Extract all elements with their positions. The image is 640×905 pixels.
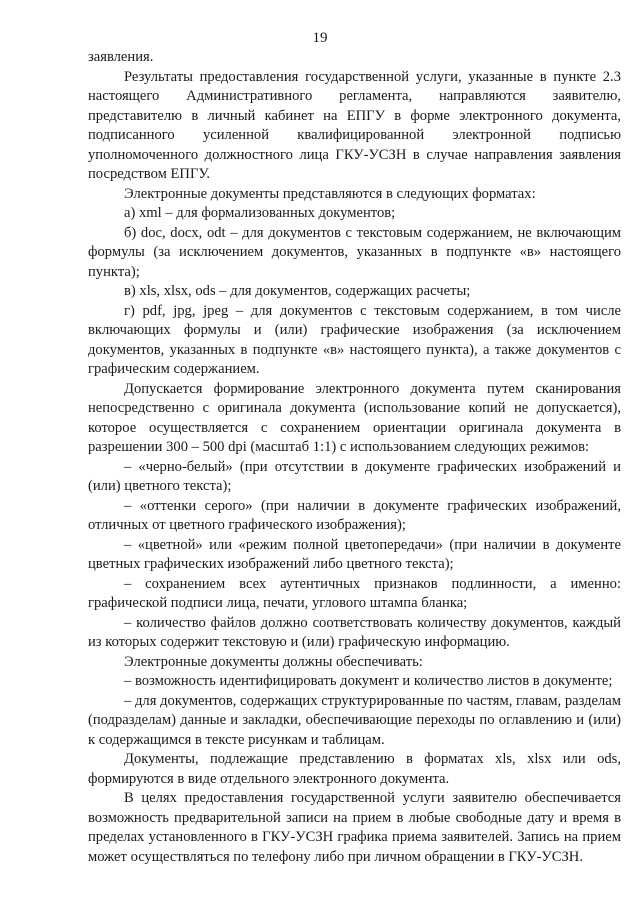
page-number: 19	[312, 30, 328, 46]
list-item-format-v: в) xls, xlsx, ods – для документов, содержащих расчеты;	[124, 283, 471, 299]
paragraph-spreadsheets: Документы, подлежащие представлению в форматах xls, xlsx или ods, формируются в виде отдельного электронного документа.	[88, 751, 621, 787]
list-item-mode-grayscale: – «оттенки серого» (при наличии в документе графических изображений, отличных от цветного графического изображения);	[88, 497, 621, 533]
list-item-format-b: б) doc, docx, odt – для документов с текстовым содержанием, не включающим формулы (за исключением документов, указанных в подпункте «в» настоящего пункта);	[88, 224, 621, 280]
document-body	[88, 48, 621, 867]
list-item-mode-bw: – «черно-белый» (при отсутствии в документе графических изображений и (или) цветного текста);	[88, 458, 621, 494]
paragraph-requirements-intro: Электронные документы должны обеспечивать:	[124, 653, 423, 670]
list-item-file-count: – количество файлов должно соответствовать количеству документов, каждый из которых содержит текстовую и (или) графическую информацию.	[88, 614, 621, 650]
paragraph-results: Результаты предоставления государственной услуги, указанные в пункте 2.3 настоящего Административного регламента, направляются заявителю, представителю в личный кабинет на ЕПГУ в форме электронного документа, подписанного усиленной квалифицированной электронной подписью уполномоченного должностного лица ГКУ-УСЗН в случае направления заявления посредством ЕПГУ.	[88, 68, 621, 182]
list-item-identification: – возможность идентифицировать документ и количество листов в документе;	[124, 673, 613, 689]
list-item-format-g: г) pdf, jpg, jpeg – для документов с текстовым содержанием, в том числе включающих формулы и (или) графические изображения (за исключением документов, указанных в подпункте «в» настоящего пункта), а также документов с графическим содержанием.	[88, 302, 621, 377]
paragraph-appointment: В целях предоставления государственной услуги заявителю обеспечивается возможность предварительной записи на прием в любые свободные дату и время в пределах установленного в ГКУ-УСЗН графика приема заявителей. Запись на прием может осуществляться по телефону либо при личном обращении в ГКУ-УСЗН.	[88, 790, 621, 865]
list-item-structured-docs: – для документов, содержащих структурированные по частям, главам, разделам (подразделам) данные и закладки, обеспечивающие переходы по оглавлению и (или) к содержащимся в тексте рисункам и таблицам.	[88, 692, 621, 748]
paragraph-scanning: Допускается формирование электронного документа путем сканирования непосредственно с оригинала документа (использование копий не допускается), которое осуществляется с сохранением ориентации оригинала документа в разрешении 300 – 500 dpi (масштаб 1:1) с использованием следующих режимов:	[88, 380, 621, 455]
list-item-authenticity: – сохранением всех аутентичных признаков подлинности, а именно: графической подписи лица, печати, углового штампа бланка;	[88, 575, 621, 611]
paragraph-formats-intro: Электронные документы представляются в следующих форматах:	[124, 185, 536, 202]
paragraph-continuation: заявления.	[88, 49, 154, 65]
list-item-mode-color: – «цветной» или «режим полной цветопередачи» (при наличии в документе цветных графических изображений либо цветного текста);	[88, 536, 621, 572]
list-item-format-a: а) xml – для формализованных документов;	[124, 205, 396, 221]
